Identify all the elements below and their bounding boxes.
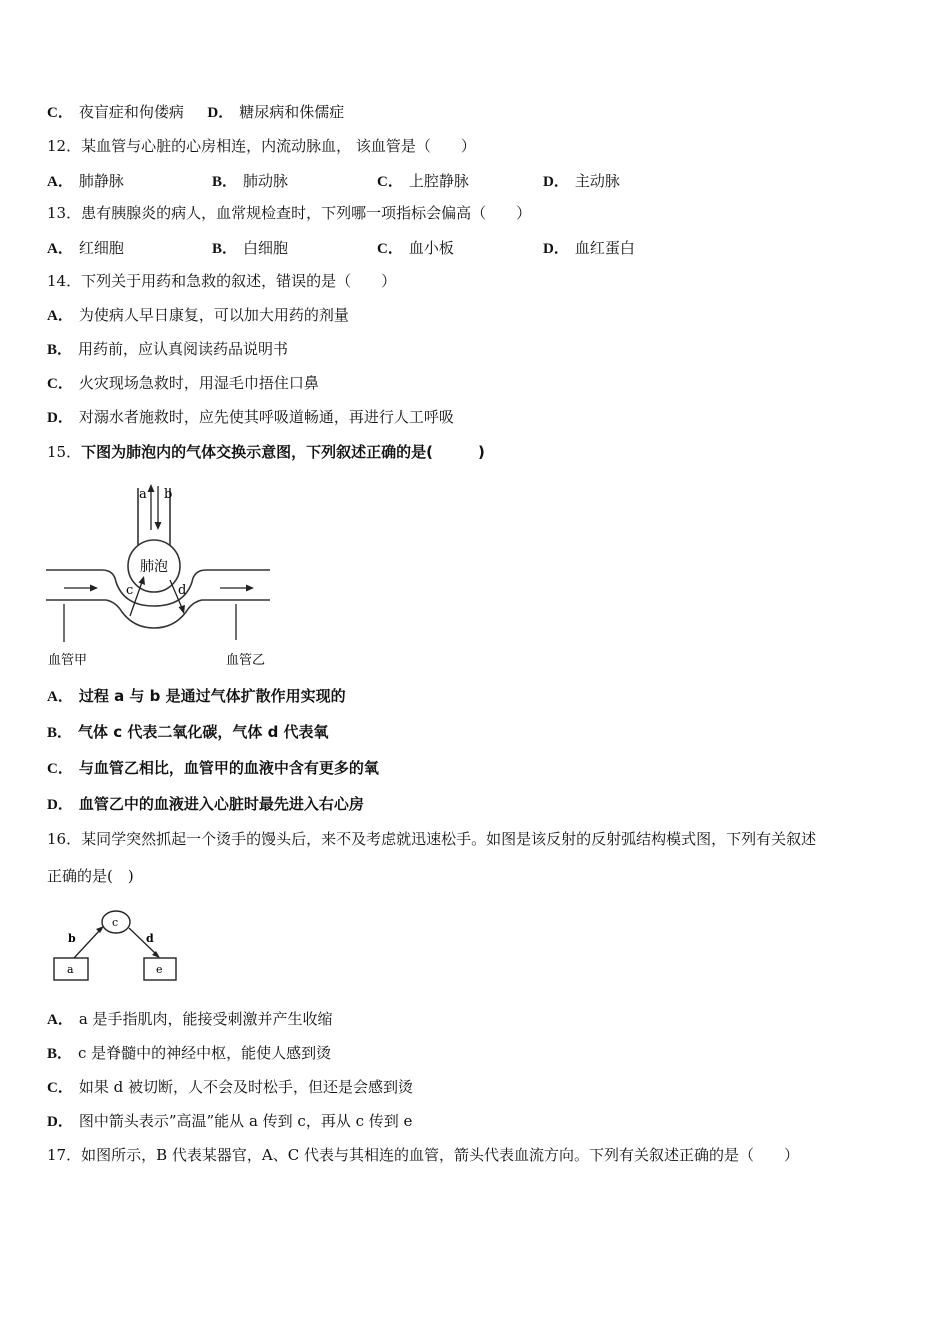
arrow-d-head (179, 605, 186, 614)
q15-option-c (47, 758, 379, 779)
option-text: 火灾现场急救时，用湿毛巾捂住口鼻 (78, 374, 319, 392)
flow-arrow-left-head (90, 585, 98, 592)
option-letter: A． (47, 308, 73, 324)
alveolus-gas-exchange-figure (44, 478, 276, 672)
option-text: 血红蛋白 (574, 239, 635, 257)
option-letter: B． (212, 174, 238, 190)
q15-stem-row (47, 442, 485, 462)
reflex-arc-figure (50, 906, 182, 986)
q11-option-d-letter: D． (207, 105, 234, 121)
option-letter: C． (47, 1080, 73, 1096)
option-text: 主动脉 (574, 172, 620, 190)
q15-option-d (47, 794, 364, 815)
option-letter: A． (47, 241, 73, 257)
q16-option-a (47, 1009, 333, 1030)
vessel-jia-label: 血管甲 (48, 653, 88, 668)
label-d: d (178, 583, 187, 598)
option-letter: D． (47, 1114, 73, 1130)
q16-option-d (47, 1111, 412, 1132)
q14-stem: 14．下列关于用药和急救的叙述，错误的是（ ） (47, 272, 397, 290)
option-letter: D． (47, 410, 73, 426)
label-b: b (164, 487, 173, 502)
q13-option-a (47, 237, 124, 258)
q12-option-b (212, 170, 288, 191)
label-d: d (146, 932, 154, 945)
label-c: c (126, 583, 134, 598)
q14-option-c (47, 373, 319, 394)
q13-option-c (377, 237, 454, 258)
option-text: 图中箭头表示”高温”能从 a 传到 c，再从 c 传到 e (78, 1112, 413, 1130)
option-letter: B． (47, 1046, 73, 1062)
label-b: b (68, 932, 76, 945)
option-letter: A． (47, 1012, 73, 1028)
option-letter: B． (47, 342, 73, 358)
option-letter: C． (377, 241, 403, 257)
option-text: 血管乙中的血液进入心脏时最先进入右心房 (78, 795, 364, 813)
q15-stem: 下图为肺泡内的气体交换示意图，下列叙述正确的是( ) (81, 443, 485, 461)
q14-option-b (47, 339, 288, 360)
option-text: 肺静脉 (78, 172, 124, 190)
q11-option-d-text: 糖尿病和侏儒症 (239, 103, 345, 121)
option-text: 用药前，应认真阅读药品说明书 (78, 340, 289, 358)
q11-option-c-letter: C． (47, 105, 73, 121)
q16-stem-line2: 正确的是( ) (47, 867, 134, 885)
q12-option-a (47, 170, 124, 191)
option-letter: A． (47, 174, 73, 190)
q16-option-b (47, 1043, 331, 1064)
option-text: 白细胞 (243, 239, 289, 257)
q12-stem: 12．某血管与心脏的心房相连，内流动脉血， 该血管是（ ） (47, 137, 476, 155)
option-text: 肺动脉 (243, 172, 289, 190)
q13-stem: 13．患有胰腺炎的病人，血常规检查时，下列哪一项指标会偏高（ ） (47, 204, 532, 222)
q14-option-a (47, 305, 349, 326)
alveolus-label: 肺泡 (140, 559, 168, 575)
option-letter: D． (543, 174, 569, 190)
reflex-arc-diagram (50, 906, 182, 986)
option-letter: A． (47, 689, 73, 705)
q16-option-c (47, 1077, 413, 1098)
option-letter: B． (212, 241, 238, 257)
option-text: 为使病人早日康复，可以加大用药的剂量 (78, 306, 349, 324)
q12-option-c (377, 170, 469, 191)
q14-option-d (47, 407, 454, 428)
option-text: 红细胞 (78, 239, 124, 257)
q12-option-d (543, 170, 620, 191)
option-letter: D． (47, 797, 73, 813)
q15-option-a (47, 686, 346, 707)
label-a: a (139, 487, 147, 502)
arrow-b (74, 930, 100, 958)
option-letter: C． (47, 761, 73, 777)
option-text: 如果 d 被切断，人不会及时松手，但还是会感到烫 (78, 1078, 413, 1096)
option-text: 上腔静脉 (408, 172, 469, 190)
q17-stem: 17．如图所示，B 代表某器官，A、C 代表与其相连的血管，箭头代表血流方向。下列有关叙述正确的是（ ） (47, 1146, 799, 1164)
label-c: c (112, 916, 119, 929)
label-e: e (156, 963, 163, 976)
arrow-b-head (96, 926, 104, 933)
q16-stem-line1: 16．某同学突然抓起一个烫手的馒头后，来不及考虑就迅速松手。如图是该反射的反射弧结构模式图，下列有关叙述 (47, 830, 817, 848)
q15-option-b (47, 722, 329, 743)
option-text: c 是脊髓中的神经中枢，能使人感到烫 (78, 1044, 332, 1062)
option-text: 与血管乙相比，血管甲的血液中含有更多的氧 (78, 759, 379, 777)
option-text: 过程 a 与 b 是通过气体扩散作用实现的 (78, 687, 346, 705)
arrow-a-head (148, 484, 155, 492)
flow-arrow-right-head (246, 585, 254, 592)
option-text: 血小板 (408, 239, 454, 257)
alveolus-diagram (44, 478, 276, 672)
q13-option-b (212, 237, 288, 258)
option-letter: C． (377, 174, 403, 190)
option-text: a 是手指肌肉，能接受刺激并产生收缩 (78, 1010, 333, 1028)
option-text: 气体 c 代表二氧化碳，气体 d 代表氧 (78, 723, 329, 741)
label-a: a (67, 963, 74, 976)
vessel-yi-label: 血管乙 (226, 653, 266, 668)
option-letter: D． (543, 241, 569, 257)
q15-number: 15． (47, 443, 82, 461)
option-text: 对溺水者施救时，应先使其呼吸道畅通，再进行人工呼吸 (78, 408, 454, 426)
q11-option-c-text: 夜盲症和佝偻病 (78, 103, 184, 121)
option-letter: B． (47, 725, 73, 741)
q11-options-row (47, 102, 344, 123)
arrow-b-head (155, 522, 162, 530)
q13-option-d (543, 237, 635, 258)
option-letter: C． (47, 376, 73, 392)
